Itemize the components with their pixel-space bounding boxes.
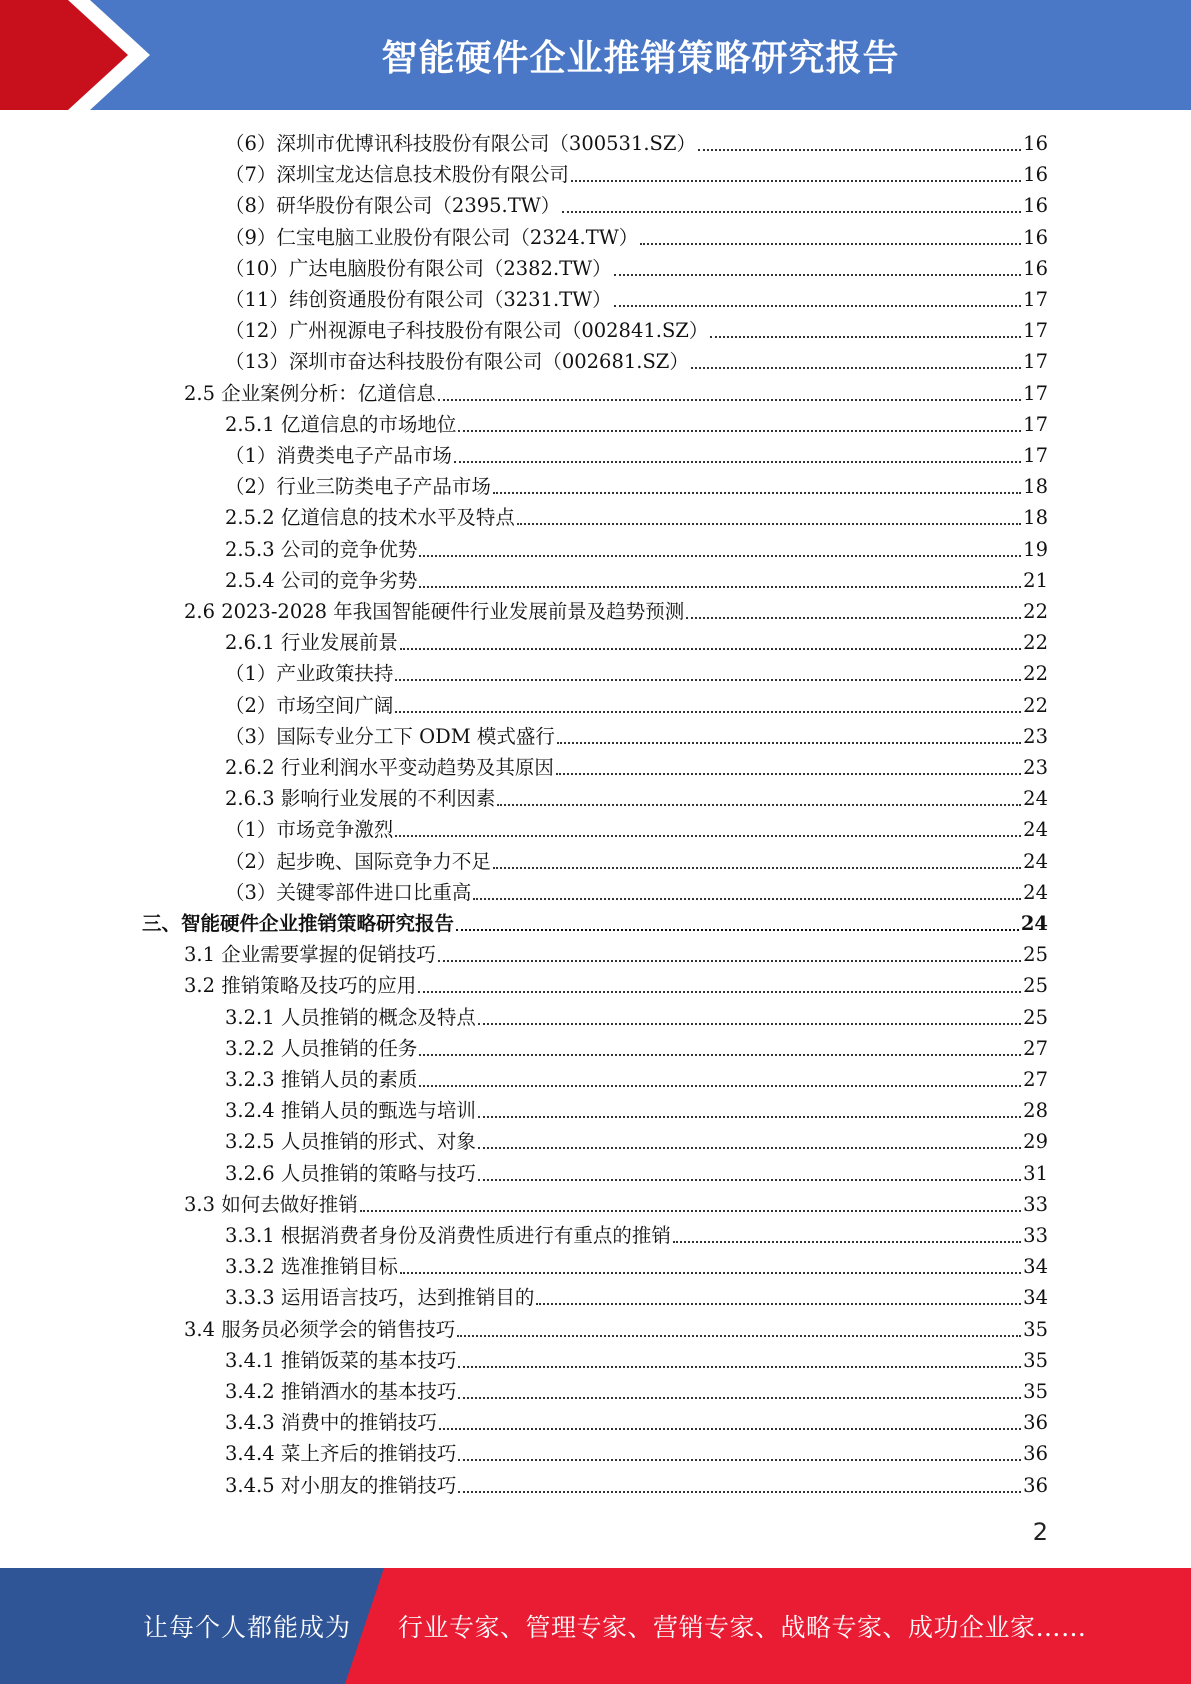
toc-entry[interactable] [225, 783, 1048, 814]
toc-dot-leader [458, 1490, 1021, 1493]
toc-entry-page: 24 [1023, 818, 1048, 842]
toc-entry-label: 3.3.3 运用语言技巧，达到推销目的 [225, 1286, 535, 1310]
toc-dot-leader [478, 1178, 1021, 1181]
toc-entry-page: 24 [1023, 849, 1048, 873]
toc-entry-page: 16 [1023, 256, 1048, 280]
toc-entry[interactable] [225, 1407, 1048, 1438]
toc-dot-leader [571, 179, 1021, 182]
toc-entry-page: 22 [1023, 600, 1048, 623]
toc-entry-page: 16 [1023, 225, 1048, 249]
toc-entry[interactable] [225, 1220, 1048, 1251]
toc-entry-page: 17 [1023, 444, 1048, 467]
toc-entry-label: 2.6.2 行业利润水平变动趋势及其原因 [225, 756, 554, 779]
toc-entry-page: 16 [1023, 163, 1048, 187]
toc-entry-label: （9）仁宝电脑工业股份有限公司（2324.TW） [225, 225, 639, 249]
toc-entry-label: 3.3.1 根据消费者身份及消费性质进行有重点的推销 [225, 1224, 671, 1247]
toc-dot-leader [478, 1022, 1021, 1025]
toc-entry[interactable] [184, 970, 1048, 1001]
toc-entry-page: 29 [1023, 1130, 1048, 1154]
toc-dot-leader [418, 990, 1021, 993]
toc-entry-label: 3.3 如何去做好推销 [184, 1192, 358, 1216]
toc-dot-leader [517, 522, 1021, 525]
toc-entry-label: 3.4.1 推销饭菜的基本技巧 [225, 1348, 457, 1372]
page-number: 2 [1032, 1518, 1048, 1546]
toc-entry-label: （7）深圳宝龙达信息技术股份有限公司 [225, 163, 569, 187]
toc-dot-leader [557, 741, 1021, 744]
page-footer [0, 1568, 1191, 1684]
toc-entry[interactable] [225, 284, 1048, 315]
toc-entry-label: 3.2.2 人员推销的任务 [225, 1036, 418, 1060]
toc-entry-label: （1）市场竞争激烈 [225, 818, 394, 842]
toc-entry[interactable] [225, 814, 1048, 845]
toc-dot-leader [419, 585, 1021, 588]
toc-dot-leader [478, 1115, 1021, 1118]
toc-entry-label: 3.4.4 菜上齐后的推销技巧 [225, 1442, 457, 1466]
toc-entry-page: 27 [1023, 1068, 1048, 1091]
toc-dot-leader [395, 834, 1021, 837]
toc-entry[interactable] [225, 222, 1048, 253]
toc-entry-page: 33 [1023, 1192, 1048, 1216]
toc-entry-page: 34 [1023, 1286, 1048, 1310]
toc-dot-leader [493, 491, 1021, 494]
toc-entry-page: 31 [1023, 1161, 1048, 1185]
toc-entry[interactable] [184, 1189, 1048, 1220]
toc-entry-page: 33 [1023, 1224, 1048, 1247]
toc-entry[interactable] [225, 1345, 1048, 1376]
toc-entry-label: （3）国际专业分工下 ODM 模式盛行 [225, 724, 555, 748]
toc-entry-page: 24 [1023, 880, 1048, 904]
toc-dot-leader [438, 959, 1021, 962]
toc-entry[interactable] [225, 1251, 1048, 1282]
toc-entry-label: 2.6.1 行业发展前景 [225, 631, 398, 655]
footer-slogan-left: 让每个人都能成为 [143, 1613, 352, 1642]
toc-entry-page: 25 [1023, 943, 1048, 967]
toc-entry-label: （2）市场空间广阔 [225, 693, 394, 717]
toc-entry[interactable] [225, 565, 1048, 596]
toc-entry[interactable] [225, 1376, 1048, 1407]
toc-entry-page: 22 [1023, 662, 1048, 686]
toc-dot-leader [614, 273, 1021, 276]
toc-dot-leader [400, 1271, 1021, 1274]
toc-entry-label: （1）消费类电子产品市场 [225, 444, 452, 467]
toc-dot-leader [419, 554, 1021, 557]
toc-entry[interactable] [225, 253, 1048, 284]
toc-entry[interactable] [184, 1314, 1048, 1345]
toc-dot-leader [395, 710, 1021, 713]
toc-entry-page: 24 [1020, 912, 1048, 935]
toc-dot-leader [614, 304, 1021, 307]
toc-entry-page: 16 [1023, 194, 1048, 218]
toc-dot-leader [536, 1302, 1021, 1305]
toc-entry-label: 2.5.2 亿道信息的技术水平及特点 [225, 506, 515, 530]
toc-entry[interactable] [225, 752, 1048, 783]
toc-entry[interactable] [225, 1126, 1048, 1157]
toc-entry-page: 36 [1023, 1411, 1048, 1435]
toc-entry[interactable] [225, 1033, 1048, 1064]
toc-entry[interactable] [184, 596, 1048, 627]
toc-entry-page: 18 [1023, 475, 1048, 499]
toc-entry-label: 3.2.3 推销人员的素质 [225, 1068, 418, 1091]
toc-entry[interactable] [225, 1095, 1048, 1126]
toc-entry-label: 3.2.5 人员推销的形式、对象 [225, 1130, 476, 1154]
toc-entry-page: 22 [1023, 631, 1048, 655]
toc-entry[interactable] [225, 190, 1048, 221]
toc-entry-page: 23 [1023, 756, 1048, 779]
toc-dot-leader [458, 429, 1021, 432]
toc-entry[interactable] [225, 1158, 1048, 1189]
toc-entry-label: （10）广达电脑股份有限公司（2382.TW） [225, 256, 612, 280]
toc-entry[interactable] [225, 721, 1048, 752]
toc-dot-leader [457, 1334, 1021, 1337]
toc-dot-leader [640, 242, 1021, 245]
toc-dot-leader [673, 1240, 1021, 1243]
toc-dot-leader [454, 460, 1021, 463]
toc-dot-leader [556, 772, 1021, 775]
toc-entry-page: 27 [1023, 1036, 1048, 1060]
toc-entry-label: 3.2.4 推销人员的甄选与培训 [225, 1099, 476, 1123]
toc-entry-label: 3.2 推销策略及技巧的应用 [184, 974, 417, 998]
toc-entry-page: 19 [1023, 537, 1048, 561]
toc-entry-page: 17 [1023, 288, 1048, 311]
toc-entry-page: 35 [1023, 1348, 1048, 1372]
toc-entry-label: 2.5.4 公司的竞争劣势 [225, 568, 418, 592]
toc-entry[interactable] [225, 1282, 1048, 1313]
toc-entry[interactable] [184, 378, 1048, 409]
toc-entry[interactable] [225, 1470, 1048, 1501]
footer-slogan-right: 行业专家、管理专家、营销专家、战略专家、成功企业家…… [398, 1613, 1087, 1642]
toc-dot-leader [698, 148, 1021, 151]
toc-entry-page: 17 [1023, 319, 1048, 343]
toc-entry[interactable] [225, 159, 1048, 190]
toc-entry[interactable] [184, 939, 1048, 970]
toc-dot-leader [497, 803, 1021, 806]
toc-dot-leader [473, 897, 1021, 900]
toc-dot-leader [493, 866, 1021, 869]
toc-dot-leader [478, 1146, 1021, 1149]
toc-entry[interactable] [225, 658, 1048, 689]
toc-entry[interactable] [225, 627, 1048, 658]
toc-entry-label: 2.5 企业案例分析：亿道信息 [184, 381, 436, 405]
toc-entry-page: 34 [1023, 1255, 1048, 1279]
header-title: 智能硬件企业推销策略研究报告 [381, 37, 900, 79]
toc-entry-label: （2）起步晚、国际竞争力不足 [225, 849, 491, 873]
toc-entry-label: 3.4.5 对小朋友的推销技巧 [225, 1473, 457, 1497]
toc-entry-label: 三、智能硬件企业推销策略研究报告 [142, 912, 455, 935]
toc-entry[interactable] [225, 534, 1048, 565]
toc-entry-page: 23 [1023, 724, 1048, 748]
toc-dot-leader [395, 678, 1021, 681]
toc-dot-leader [456, 928, 1019, 931]
toc-entry-label: 3.4 服务员必须学会的销售技巧 [184, 1317, 456, 1341]
toc-dot-leader [458, 1365, 1021, 1368]
toc-entry-label: （1）产业政策扶持 [225, 662, 394, 686]
toc-entry[interactable] [225, 1064, 1048, 1095]
toc-dot-leader [438, 398, 1021, 401]
toc-entry[interactable] [225, 409, 1048, 440]
toc-dot-leader [360, 1209, 1021, 1212]
toc-entry-label: 3.3.2 选准推销目标 [225, 1255, 398, 1279]
toc-entry-page: 25 [1023, 974, 1048, 998]
toc-entry-label: 3.1 企业需要掌握的促销技巧 [184, 943, 436, 967]
toc-dot-leader [458, 1458, 1021, 1461]
toc-entry-label: （2）行业三防类电子产品市场 [225, 475, 491, 499]
toc-entry[interactable] [225, 1438, 1048, 1469]
toc-entry-page: 36 [1023, 1442, 1048, 1466]
toc-entry-label: 3.4.3 消费中的推销技巧 [225, 1411, 437, 1435]
toc-entry[interactable] [142, 908, 1048, 939]
toc-dot-leader [419, 1053, 1021, 1056]
toc-dot-leader [458, 1396, 1021, 1399]
toc-entry-page: 25 [1023, 1005, 1048, 1029]
toc-dot-leader [710, 335, 1021, 338]
toc-entry[interactable] [225, 346, 1048, 377]
toc-entry-label: （6）深圳市优博讯科技股份有限公司（300531.SZ） [225, 132, 696, 155]
toc-entry-page: 35 [1023, 1380, 1048, 1403]
toc-entry-page: 28 [1023, 1099, 1048, 1123]
toc-dot-leader [419, 1084, 1021, 1087]
toc-entry-label: 3.2.6 人员推销的策略与技巧 [225, 1161, 476, 1185]
toc-entry-label: （11）纬创资通股份有限公司（3231.TW） [225, 288, 612, 311]
toc-dot-leader [691, 366, 1021, 369]
toc-entry-label: 2.6 2023-2028 年我国智能硬件行业发展前景及趋势预测 [184, 600, 685, 623]
toc-entry-page: 22 [1023, 693, 1048, 717]
toc-entry[interactable] [225, 471, 1048, 502]
toc-entry[interactable] [225, 1002, 1048, 1033]
toc-entry-page: 17 [1023, 350, 1048, 374]
toc-entry-label: 2.6.3 影响行业发展的不利因素 [225, 787, 496, 811]
toc-entry-page: 21 [1023, 568, 1048, 592]
toc-entry-label: 3.4.2 推销酒水的基本技巧 [225, 1380, 457, 1403]
toc-entry[interactable] [225, 877, 1048, 908]
toc-dot-leader [439, 1427, 1021, 1430]
toc-entry-page: 17 [1023, 381, 1048, 405]
page-header [0, 0, 1191, 110]
toc-entry[interactable] [225, 128, 1048, 159]
toc-entry-page: 24 [1023, 787, 1048, 811]
toc-entry-page: 36 [1023, 1473, 1048, 1497]
toc-entry[interactable] [225, 690, 1048, 721]
toc-entry-label: （8）研华股份有限公司（2395.TW） [225, 194, 561, 218]
toc-dot-leader [562, 210, 1021, 213]
toc-entry-label: （12）广州视源电子科技股份有限公司（002841.SZ） [225, 319, 709, 343]
toc-entry-label: 2.5.3 公司的竞争优势 [225, 537, 418, 561]
toc-entry-page: 18 [1023, 506, 1048, 530]
toc-entry-label: 3.2.1 人员推销的概念及特点 [225, 1005, 476, 1029]
toc-dot-leader [400, 647, 1021, 650]
toc-entry[interactable] [225, 846, 1048, 877]
toc-entry-label: （13）深圳市奋达科技股份有限公司（002681.SZ） [225, 350, 689, 374]
toc-entry-page: 17 [1023, 412, 1048, 436]
header-red-arrow [0, 0, 150, 110]
toc-entry-label: （3）关键零部件进口比重高 [225, 880, 472, 904]
toc-entry-label: 2.5.1 亿道信息的市场地位 [225, 412, 457, 436]
toc-entry-page: 35 [1023, 1317, 1048, 1341]
toc-entry[interactable] [225, 502, 1048, 533]
toc-entry[interactable] [225, 440, 1048, 471]
toc-entry[interactable] [225, 315, 1048, 346]
toc-entry-page: 16 [1023, 132, 1048, 155]
toc-dot-leader [686, 616, 1021, 619]
